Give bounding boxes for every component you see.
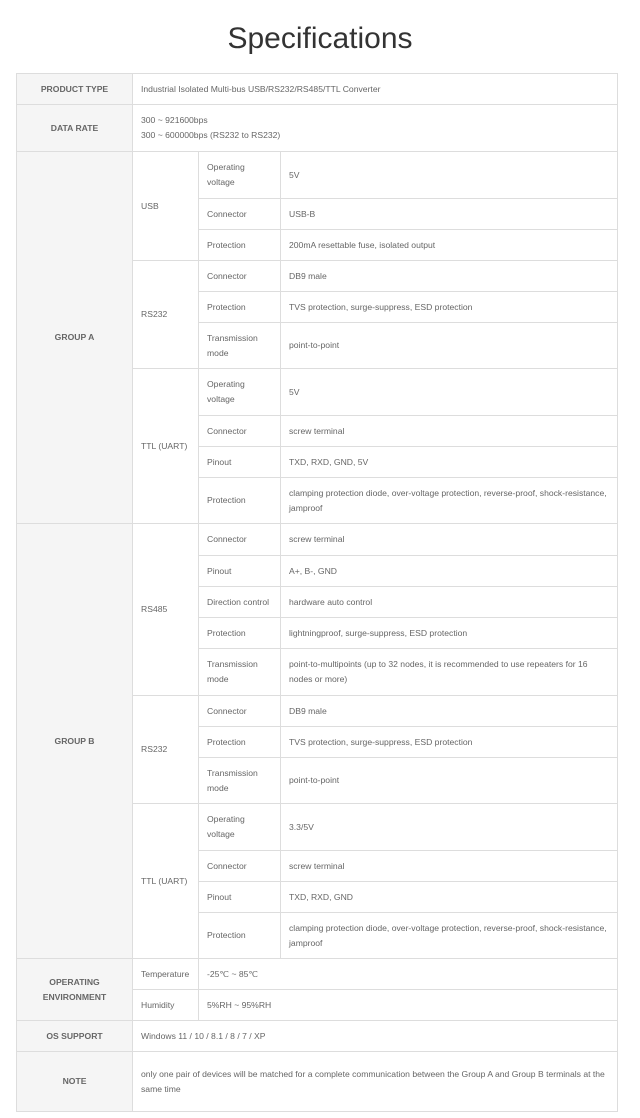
spec-key: Humidity xyxy=(133,990,199,1021)
interface-ttl: TTL (UART) xyxy=(133,804,199,959)
spec-key: Pinout xyxy=(199,882,281,913)
spec-value: screw terminal xyxy=(281,524,618,556)
specifications-table xyxy=(16,73,618,1112)
spec-key: Protection xyxy=(199,618,281,649)
spec-key: Operating voltage xyxy=(199,369,281,416)
spec-value: 3.3/5V xyxy=(281,804,618,851)
group-b-label: GROUP B xyxy=(17,524,133,959)
spec-key: Connector xyxy=(199,524,281,556)
spec-key: Operating voltage xyxy=(199,804,281,851)
spec-value: 5%RH ~ 95%RH xyxy=(199,990,618,1021)
spec-value: lightningproof, surge-suppress, ESD protection xyxy=(281,618,618,649)
table-row xyxy=(17,152,618,199)
table-row xyxy=(17,524,618,556)
spec-key: Protection xyxy=(199,230,281,261)
spec-value: DB9 male xyxy=(281,696,618,727)
spec-value: point-to-point xyxy=(281,323,618,369)
spec-key: Temperature xyxy=(133,959,199,990)
spec-value: screw terminal xyxy=(281,851,618,882)
table-row xyxy=(17,105,618,152)
spec-key: Connector xyxy=(199,851,281,882)
note-value: only one pair of devices will be matched for a complete communication between the Group A and Group B terminals at the same time xyxy=(133,1052,618,1112)
row-header-note: NOTE xyxy=(17,1052,133,1112)
spec-key: Operating voltage xyxy=(199,152,281,199)
spec-key: Protection xyxy=(199,478,281,524)
spec-value: 5V xyxy=(281,152,618,199)
spec-key: Pinout xyxy=(199,556,281,587)
spec-key: Connector xyxy=(199,416,281,447)
interface-usb: USB xyxy=(133,152,199,261)
spec-key: Transmission mode xyxy=(199,758,281,804)
row-header-data-rate: DATA RATE xyxy=(17,105,133,152)
spec-value: clamping protection diode, over-voltage protection, reverse-proof, shock-resistance, jamproof xyxy=(281,913,618,959)
spec-value: USB-B xyxy=(281,199,618,230)
spec-value: screw terminal xyxy=(281,416,618,447)
spec-key: Connector xyxy=(199,696,281,727)
os-support-value: Windows 11 / 10 / 8.1 / 8 / 7 / XP xyxy=(133,1021,618,1052)
spec-key: Direction control xyxy=(199,587,281,618)
spec-value: 5V xyxy=(281,369,618,416)
table-row xyxy=(17,1021,618,1052)
spec-value: -25℃ ~ 85℃ xyxy=(199,959,618,990)
row-header-operating-environment: OPERATING ENVIRONMENT xyxy=(17,959,133,1021)
spec-key: Connector xyxy=(199,199,281,230)
group-a-label: GROUP A xyxy=(17,152,133,524)
spec-value: TVS protection, surge-suppress, ESD protection xyxy=(281,727,618,758)
data-rate-line: 300 ~ 600000bps (RS232 to RS232) xyxy=(141,130,281,140)
spec-value: DB9 male xyxy=(281,261,618,292)
interface-ttl: TTL (UART) xyxy=(133,369,199,524)
data-rate-line: 300 ~ 921600bps xyxy=(141,115,208,125)
product-type-value: Industrial Isolated Multi-bus USB/RS232/RS485/TTL Converter xyxy=(133,74,618,105)
table-row xyxy=(17,74,618,105)
spec-value: 200mA resettable fuse, isolated output xyxy=(281,230,618,261)
spec-key: Pinout xyxy=(199,447,281,478)
spec-key: Protection xyxy=(199,913,281,959)
spec-key: Transmission mode xyxy=(199,323,281,369)
table-row xyxy=(17,959,618,990)
page-title: Specifications xyxy=(227,22,413,55)
spec-value: point-to-multipoints (up to 32 nodes, it is recommended to use repeaters for 16 nodes or more) xyxy=(281,649,618,696)
spec-value: point-to-point xyxy=(281,758,618,804)
spec-value: TXD, RXD, GND, 5V xyxy=(281,447,618,478)
interface-rs232: RS232 xyxy=(133,261,199,369)
interface-rs485: RS485 xyxy=(133,524,199,696)
spec-value: TVS protection, surge-suppress, ESD protection xyxy=(281,292,618,323)
spec-value: clamping protection diode, over-voltage protection, reverse-proof, shock-resistance, jamproof xyxy=(281,478,618,524)
table-row xyxy=(17,1052,618,1112)
data-rate-value xyxy=(133,105,618,152)
spec-key: Protection xyxy=(199,727,281,758)
spec-value: A+, B-, GND xyxy=(281,556,618,587)
spec-key: Transmission mode xyxy=(199,649,281,696)
row-header-product-type: PRODUCT TYPE xyxy=(17,74,133,105)
spec-value: TXD, RXD, GND xyxy=(281,882,618,913)
spec-value: hardware auto control xyxy=(281,587,618,618)
spec-key: Protection xyxy=(199,292,281,323)
spec-key: Connector xyxy=(199,261,281,292)
row-header-os-support: OS SUPPORT xyxy=(17,1021,133,1052)
interface-rs232: RS232 xyxy=(133,696,199,804)
